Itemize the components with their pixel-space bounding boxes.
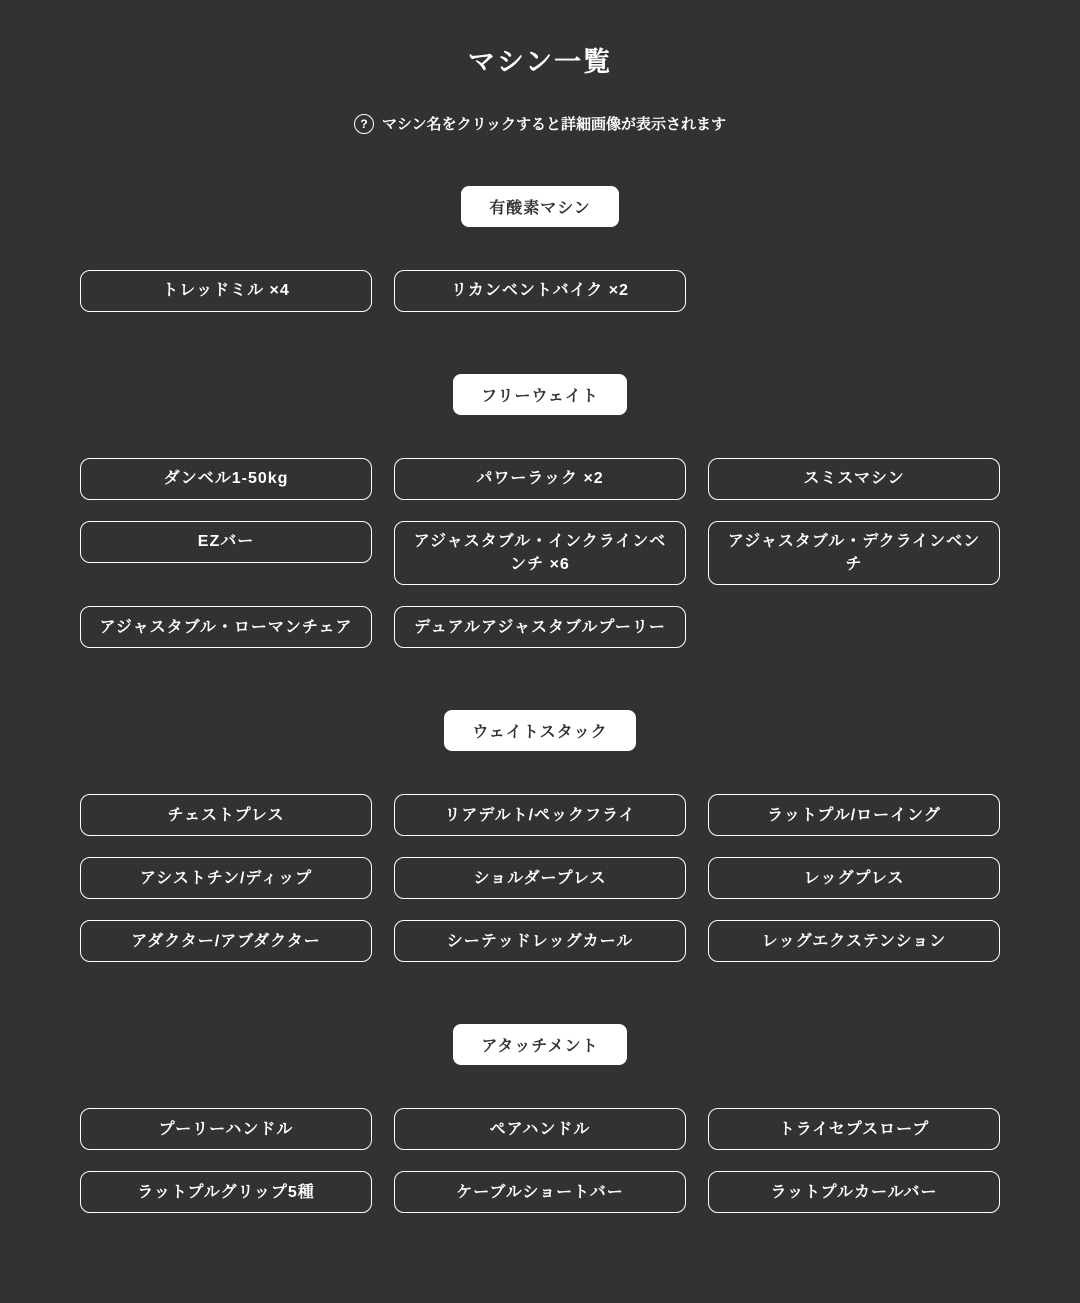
machine-button-chest-press[interactable]: チェストプレス [80,794,372,836]
machine-button-lat-pull-curl-bar[interactable]: ラットプルカールバー [708,1171,1000,1213]
machine-button-leg-press[interactable]: レッグプレス [708,857,1000,899]
machine-button-recumbent-bike[interactable]: リカンベントバイク ×2 [394,270,686,312]
machine-grid-cardio [80,270,1000,312]
machine-button-lat-pull-rowing[interactable]: ラットプル/ローイング [708,794,1000,836]
machine-button-shoulder-press[interactable]: ショルダープレス [394,857,686,899]
machine-button-adjustable-roman-chair[interactable]: アジャスタブル・ローマンチェア [80,606,372,648]
machine-button-ez-bar[interactable]: EZバー [80,521,372,563]
section-heading-cardio: 有酸素マシン [461,186,619,227]
section-chip-row [80,374,1000,415]
machine-grid-weight-stack [80,794,1000,962]
machine-button-pair-handle[interactable]: ペアハンドル [394,1108,686,1150]
machine-button-seated-leg-curl[interactable]: シーテッドレッグカール [394,920,686,962]
section-free-weight [80,374,1000,648]
section-weight-stack [80,710,1000,962]
page-hint-text: マシン名をクリックすると詳細画像が表示されます [381,116,727,133]
machine-button-adjustable-incline-bench[interactable]: アジャスタブル・インクラインベンチ ×6 [394,521,686,585]
machine-button-smith-machine[interactable]: スミスマシン [708,458,1000,500]
machine-button-rear-delt-pec-fly[interactable]: リアデルト/ペックフライ [394,794,686,836]
section-chip-row [80,186,1000,227]
machine-button-leg-extension[interactable]: レッグエクステンション [708,920,1000,962]
machine-button-dumbbells[interactable]: ダンベル1-50kg [80,458,372,500]
machine-button-pulley-handle[interactable]: プーリーハンドル [80,1108,372,1150]
section-heading-free-weight: フリーウェイト [453,374,627,415]
machine-button-treadmill[interactable]: トレッドミル ×4 [80,270,372,312]
machine-button-assisted-chin-dip[interactable]: アシストチン/ディップ [80,857,372,899]
page-title: マシン一覧 [467,47,613,77]
machine-button-adjustable-decline-bench[interactable]: アジャスタブル・デクラインベンチ [708,521,1000,585]
machine-button-lat-pull-grips[interactable]: ラットプルグリップ5種 [80,1171,372,1213]
section-cardio [80,186,1000,312]
machine-button-dual-adjustable-pulley[interactable]: デュアルアジャスタブルプーリー [394,606,686,648]
page-hint [80,113,1000,134]
machine-grid-attachment [80,1108,1000,1213]
machine-button-power-rack[interactable]: パワーラック ×2 [394,458,686,500]
machine-button-triceps-rope[interactable]: トライセプスロープ [708,1108,1000,1150]
section-attachment [80,1024,1000,1213]
machine-button-adductor-abductor[interactable]: アダクター/アブダクター [80,920,372,962]
section-heading-attachment: アタッチメント [453,1024,626,1065]
help-icon: ? [354,114,374,134]
section-heading-weight-stack: ウェイトスタック [444,710,635,751]
machine-button-cable-short-bar[interactable]: ケーブルショートバー [394,1171,686,1213]
machine-grid-free-weight [80,458,1000,648]
section-chip-row [80,1024,1000,1065]
section-chip-row [80,710,1000,751]
machine-list-page [80,40,1000,1213]
